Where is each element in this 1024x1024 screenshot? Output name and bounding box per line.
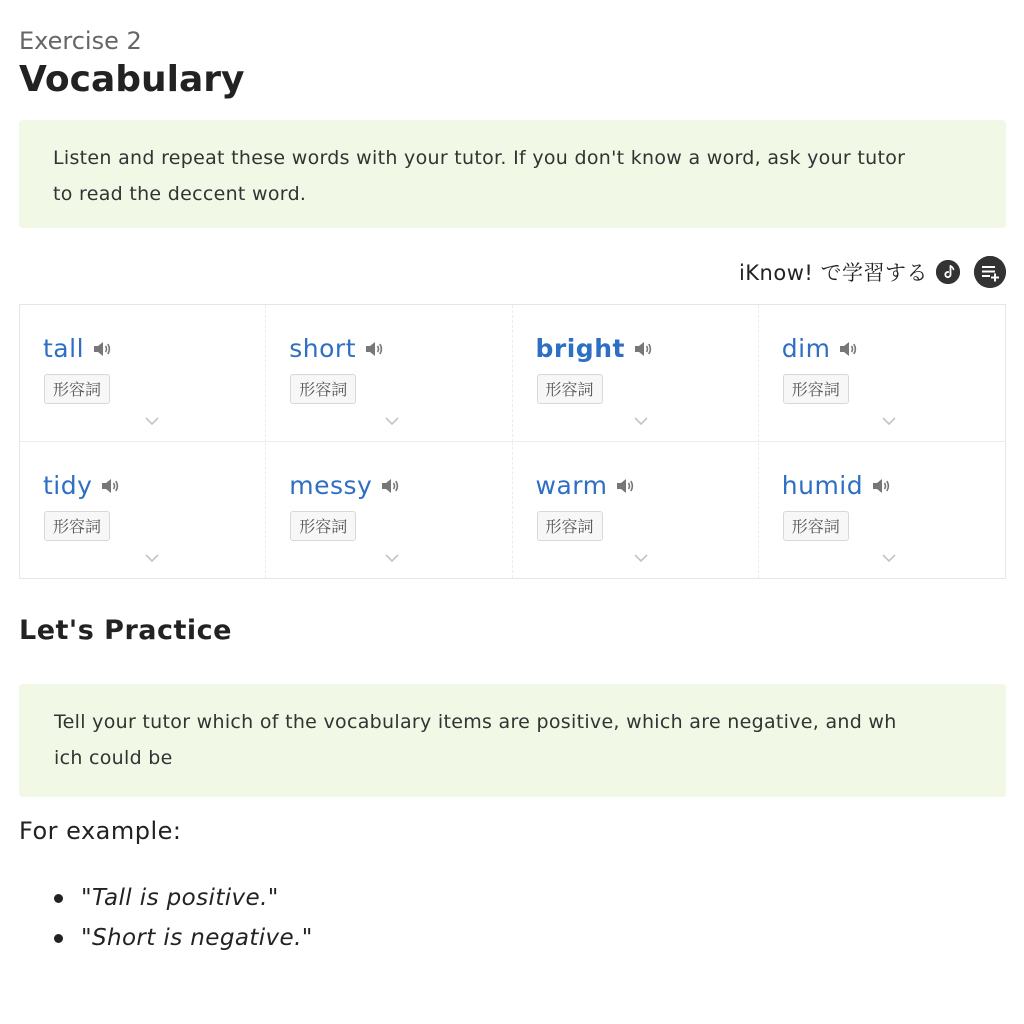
speaker-icon[interactable]	[364, 340, 384, 358]
chevron-down-icon[interactable]	[633, 412, 649, 424]
practice-instructions-line-2: ich could be	[54, 747, 173, 769]
chevron-down-icon[interactable]	[144, 412, 160, 424]
vocab-card	[513, 442, 759, 579]
vocab-card	[759, 442, 1005, 579]
example-text: "Short is negative."	[81, 925, 313, 951]
iknow-logo-icon[interactable]	[936, 260, 960, 284]
chevron-down-icon[interactable]	[384, 549, 400, 561]
instructions-box	[19, 120, 1006, 228]
vocab-word[interactable]: dim	[781, 334, 831, 363]
speaker-icon[interactable]	[615, 477, 635, 495]
chevron-down-icon[interactable]	[384, 412, 400, 424]
iknow-study-label[interactable]: iKnow! で学習する	[738, 261, 928, 285]
practice-instructions-box	[19, 684, 1006, 797]
vocab-word[interactable]: warm	[535, 470, 608, 500]
part-of-speech-tag: 形容詞	[537, 511, 603, 541]
speaker-icon[interactable]	[838, 340, 858, 358]
exercise-number: Exercise 2	[19, 27, 142, 55]
practice-instructions-line-1: Tell your tutor which of the vocabulary items are positive, which are negative, and wh	[54, 711, 897, 733]
part-of-speech-tag: 形容詞	[537, 374, 603, 404]
vocab-word-row	[289, 333, 384, 365]
vocabulary-grid	[19, 304, 1006, 579]
speaker-icon[interactable]	[100, 477, 120, 495]
vocab-word-row	[43, 470, 120, 502]
instructions-line-1: Listen and repeat these words with your tutor. If you don't know a word, ask your tutor	[53, 147, 906, 169]
part-of-speech-tag: 形容詞	[290, 511, 356, 541]
vocab-word-row	[782, 470, 891, 502]
speaker-icon[interactable]	[633, 340, 653, 358]
example-item	[19, 878, 313, 918]
vocab-word-row	[782, 333, 859, 365]
vocab-word-row	[536, 333, 653, 365]
part-of-speech-tag: 形容詞	[783, 374, 849, 404]
speaker-icon[interactable]	[380, 477, 400, 495]
vocab-word-row	[536, 470, 636, 502]
part-of-speech-tag: 形容詞	[290, 374, 356, 404]
vocab-word[interactable]: humid	[781, 470, 864, 500]
chevron-down-icon[interactable]	[881, 412, 897, 424]
vocab-word-row	[289, 470, 400, 502]
speaker-icon[interactable]	[871, 477, 891, 495]
vocab-card	[266, 305, 512, 442]
vocab-word[interactable]: bright	[535, 334, 625, 363]
chevron-down-icon[interactable]	[881, 549, 897, 561]
chevron-down-icon[interactable]	[633, 549, 649, 561]
part-of-speech-tag: 形容詞	[44, 511, 110, 541]
vocab-word[interactable]: messy	[289, 470, 373, 500]
example-heading: For example:	[19, 817, 182, 845]
part-of-speech-tag: 形容詞	[783, 511, 849, 541]
vocab-card	[20, 442, 266, 579]
vocab-word[interactable]: short	[289, 334, 356, 363]
instructions-line-2: to read the deccent word.	[53, 183, 307, 205]
chevron-down-icon[interactable]	[144, 549, 160, 561]
page-title: Vocabulary	[19, 59, 245, 100]
bullet-icon	[54, 934, 63, 943]
vocab-card	[20, 305, 266, 442]
part-of-speech-tag: 形容詞	[44, 374, 110, 404]
example-item	[19, 918, 313, 958]
bullet-icon	[54, 894, 63, 903]
vocab-word[interactable]: tall	[43, 334, 85, 363]
vocab-card	[513, 305, 759, 442]
add-to-list-icon[interactable]	[974, 256, 1006, 288]
practice-section-title: Let's Practice	[19, 615, 232, 646]
vocab-card	[759, 305, 1005, 442]
vocab-card	[266, 442, 512, 579]
vocab-word-row	[43, 333, 112, 365]
example-text: "Tall is positive."	[81, 885, 279, 911]
iknow-study-link[interactable]	[739, 256, 1006, 288]
vocab-word[interactable]: tidy	[43, 470, 93, 500]
speaker-icon[interactable]	[92, 340, 112, 358]
example-list	[19, 878, 313, 958]
